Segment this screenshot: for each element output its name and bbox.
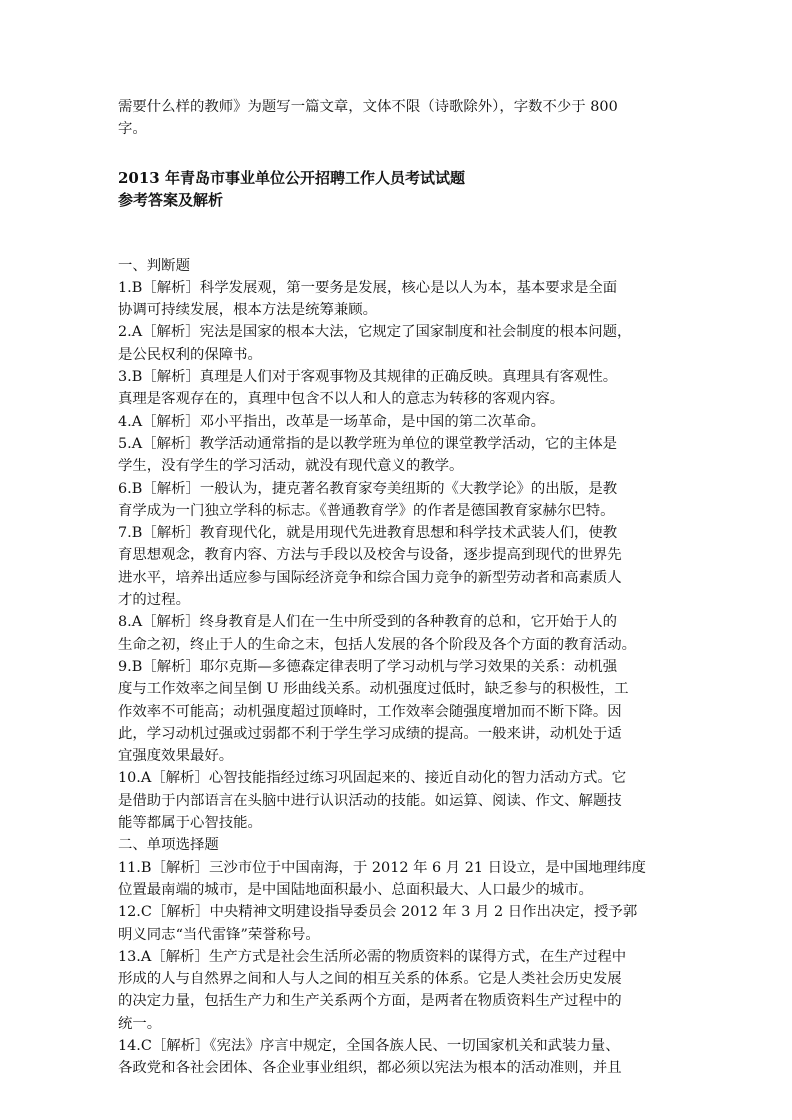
answer-line: 明义同志“当代雷锋”荣誉称号。	[118, 926, 320, 943]
answer-line: 4.A［解析］邓小平指出，改革是一场革命，是中国的第二次革命。	[118, 413, 546, 430]
answer-line: 各政党和各社会团体、各企业事业组织，都必须以宪法为根本的活动准则，并且	[118, 1060, 622, 1077]
page-subtitle: 参考答案及解析	[118, 190, 224, 209]
answer-line: 一、判断题	[118, 257, 190, 274]
answer-title-block	[118, 167, 678, 211]
answer-line: 宜强度效果最好。	[118, 748, 234, 765]
answer-line: 12.C［解析］中央精神文明建设指导委员会 2012 年 3 月 2 日作出决定，授予郭	[118, 904, 638, 921]
answer-line: 6.B［解析］一般认为，捷克著名教育家夸美纽斯的《大教学论》的出版，是教	[118, 480, 618, 497]
answer-line: 统一。	[118, 1015, 162, 1032]
document-body	[118, 96, 678, 1080]
answer-line: 才的过程。	[118, 592, 190, 609]
intro-paragraph	[118, 96, 678, 141]
answer-line: 形成的人与自然界之间和人与人之间的相互关系的体系。它是人类社会历史发展	[118, 971, 622, 988]
answer-line: 育学成为一门独立学科的标志。《普通教育学》的作者是德国教育家赫尔巴特。	[118, 502, 615, 519]
answer-line: 1.B［解析］科学发展观，第一要务是发展，核心是以人为本，基本要求是全面	[118, 279, 618, 296]
answer-line: 度与工作效率之间呈倒 U 形曲线关系。动机强度过低时，缺乏参与的积极性，工	[118, 681, 629, 698]
answer-line: 14.C［解析］《宪法》序言中规定，全国各族人民、一切国家机关和武装力量、	[118, 1037, 620, 1054]
intro-line: 需要什么样的教师》为题写一篇文章，文体不限（诗歌除外），字数不少于 800	[118, 99, 618, 115]
answer-line: 进水平，培养出适应参与国际经济竞争和综合国力竞争的新型劳动者和高素质人	[118, 569, 622, 586]
answer-line: 学生，没有学生的学习活动，就没有现代意义的教学。	[118, 458, 464, 475]
answer-line: 10.A［解析］心智技能指经过练习巩固起来的、接近自动化的智力活动方式。它	[118, 770, 627, 787]
answer-line: 7.B［解析］教育现代化，就是用现代先进教育思想和科学技术武装人们，使教	[118, 525, 618, 542]
intro-line: 字。	[118, 121, 147, 138]
answer-line: 生命之初，终止于人的生命之末，包括人发展的各个阶段及各个方面的教育活动。	[118, 636, 637, 653]
answer-line: 育思想观念，教育内容、方法与手段以及校舍与设备，逐步提高到现代的世界先	[118, 547, 622, 564]
answer-line: 作效率不可能高；动机强度超过顶峰时，工作效率会随强度增加而不断下降。因	[118, 703, 622, 720]
answer-line: 真理是客观存在的，真理中包含不以人和人的意志为转移的客观内容。	[118, 391, 565, 408]
page-title: 2013 年青岛市事业单位公开招聘工作人员考试试题	[118, 168, 465, 187]
answer-line: 是公民权利的保障书。	[118, 346, 262, 363]
answer-line: 能等都属于心智技能。	[118, 815, 262, 832]
answer-line: 此，学习动机过强或过弱都不利于学生学习成绩的提高。一般来讲，动机处于适	[118, 725, 622, 742]
answer-line: 位置最南端的城市，是中国陆地面积最小、总面积最大、人口最少的城市。	[118, 881, 593, 898]
answer-line: 的决定力量，包括生产力和生产关系两个方面，是两者在物质资料生产过程中的	[118, 993, 622, 1010]
answer-line: 3.B［解析］真理是人们对于客观事物及其规律的正确反映。真理具有客观性。	[118, 369, 618, 386]
answer-line: 2.A［解析］宪法是国家的根本大法，它规定了国家制度和社会制度的根本问题，	[118, 324, 632, 341]
answer-line: 9.B［解析］耶尔克斯—多德森定律表明了学习动机与学习效果的关系：动机强	[118, 658, 618, 675]
answer-line: 是借助于内部语言在头脑中进行认识活动的技能。如运算、阅读、作文、解题技	[118, 792, 622, 809]
answer-line: 5.A［解析］教学活动通常指的是以教学班为单位的课堂教学活动，它的主体是	[118, 435, 618, 452]
answer-line: 二、单项选择题	[118, 837, 219, 854]
answer-line: 11.B［解析］三沙市位于中国南海，于 2012 年 6 月 21 日设立，是中国地理纬度	[118, 859, 646, 876]
answer-list	[118, 255, 678, 1080]
answer-line: 8.A［解析］终身教育是人们在一生中所受到的各种教育的总和，它开始于人的	[118, 614, 618, 631]
answer-line: 协调可持续发展，根本方法是统筹兼顾。	[118, 302, 378, 319]
answer-line: 13.A［解析］生产方式是社会生活所必需的物质资料的谋得方式，在生产过程中	[118, 948, 627, 965]
